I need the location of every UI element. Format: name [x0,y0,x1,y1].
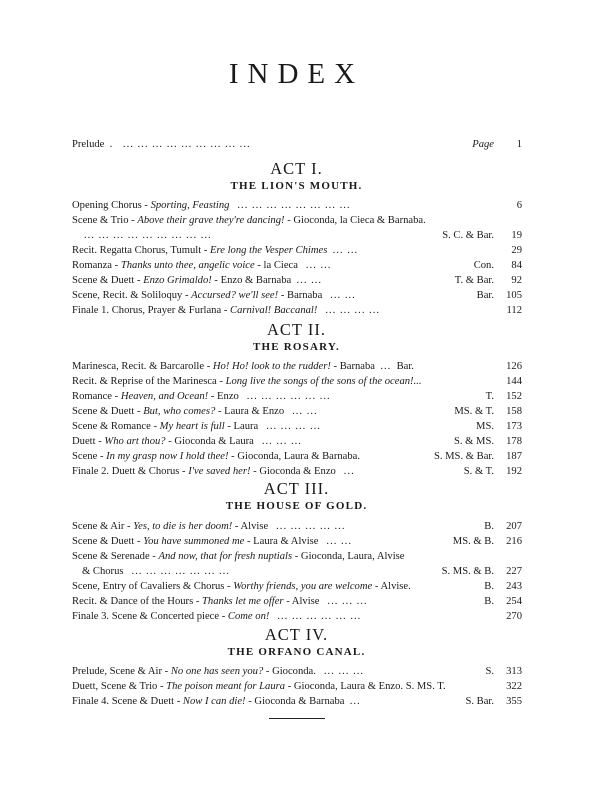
page-title: INDEX [228,58,365,90]
page-number: 227 [506,566,522,577]
index-entry: Prelude, Scene & Air - No one has seen you? - Gioconda. ... ... ... S. 313 [72,666,522,677]
index-entry: Romance - Heaven, and Ocean! - Enzo ... ... ... ... ... ... T. 152 [72,391,522,402]
page-number: 29 [511,245,522,256]
index-entry: Recit. Regatta Chorus, Tumult - Ere long the Vesper Chimes ... ... 29 [72,245,522,256]
voices: T. [485,391,494,402]
page-number: 126 [506,361,522,372]
voices: MS. & B. [452,536,494,547]
index-entry: Duett, Scene & Trio - The poison meant for Laura - Gioconda, Laura & Enzo. S. MS. T. 322 [72,681,522,692]
page-number: 187 [506,451,522,462]
page-number: 313 [506,666,522,677]
act-subtitle: THE ORFANO CANAL. [227,646,366,658]
closing-rule [269,718,325,719]
voices: MS. [476,421,494,432]
page-number: 152 [506,391,522,402]
prelude-row [72,137,522,152]
voices: S. Bar. [465,696,494,707]
index-entry: Scene & Duett - Enzo Grimaldo! - Enzo & Barnaba ... ... T. & Bar. 92 [72,275,522,286]
voices: B. [484,596,494,607]
index-entry: Finale 4. Scene & Duett - Now I can die! - Gioconda & Barnaba ... S. Bar. 355 [72,696,522,707]
page-number: 216 [506,536,522,547]
voices: MS. & T. [454,406,494,417]
index-entry: Scene & Duett - You have summoned me - Laura & Alvise ... ... MS. & B. 216 [72,536,522,547]
index-entry: Scene, Entry of Cavaliers & Chorus - Worthy friends, you are welcome - Alvise. B. 243 [72,581,522,592]
index-entry: Recit. & Reprise of the Marinesca - Long live the songs of the sons of the ocean!... 144 [72,376,522,387]
index-entry: Finale 1. Chorus, Prayer & Furlana - Carnival! Baccanal! ... ... ... ... 112 [72,305,522,316]
voices: S. C. & Bar. [442,230,494,241]
index-entry: Scene, Recit. & Soliloquy - Accursed? we'll see! - Barnaba ... ... Bar. 105 [72,290,522,301]
page-number: 322 [506,681,522,692]
act-subtitle: THE HOUSE OF GOLD. [225,500,368,512]
page-number: 84 [511,260,522,271]
index-entry: Scene - In my grasp now I hold thee! - Gioconda, Laura & Barnaba. S. MS. & Bar. 187 [72,451,522,462]
index-entry: Recit. & Dance of the Hours - Thanks let me offer - Alvise ... ... ... B. 254 [72,596,522,607]
page-number: 355 [506,696,522,707]
act-heading: ACT II. [267,320,326,339]
act-heading: ACT IV. [264,625,329,644]
voices: S. [485,666,494,677]
index-entry-continuation: ... ... ... ... ... ... ... ... ... S. C. & Bar. 19 [84,230,522,241]
page-number: 6 [516,200,522,211]
page-number: 19 [511,230,522,241]
page-number: 254 [506,596,522,607]
index-entry: Romanza - Thanks unto thee, angelic voice - la Cieca ... ... Con. 84 [72,260,522,271]
voices: S. & MS. [453,436,494,447]
page-number: 144 [506,376,522,387]
page-label: Page [472,139,494,150]
voices: Con. [473,260,494,271]
page-number: 192 [506,466,522,477]
index-entry: Finale 3. Scene & Concerted piece - Come on! ... ... ... ... ... ... 270 [72,611,522,622]
index-entry-continuation: & Chorus ... ... ... ... ... ... ... S. MS. & B. 227 [82,566,522,577]
voices: T. & Bar. [454,275,494,286]
act-subtitle: THE ROSARY. [253,341,340,353]
act-heading: ACT I. [270,159,323,178]
page-number: 1 [516,139,522,150]
voices: Bar. [476,290,494,301]
page-number: 178 [506,436,522,447]
index-entry: Duett - Who art thou? - Gioconda & Laura ... ... ... S. & MS. 178 [72,436,522,447]
voices: S. MS. & B. [441,566,494,577]
voices: S. MS. & Bar. [433,451,494,462]
act-subtitle: THE LION'S MOUTH. [230,180,363,192]
voices: S. & T. [463,466,494,477]
act-heading: ACT III. [263,479,330,498]
index-entry: Scene & Air - Yes, to die is her doom! - Alvise ... ... ... ... ... B. 207 [72,521,522,532]
page-number: 112 [506,305,522,316]
page-number: 207 [506,521,522,532]
index-entry: Opening Chorus - Sporting, Feasting ... ... ... ... ... ... ... ... 6 [72,200,522,211]
entry-text: Prelude . ... ... ... ... ... ... ... ... ... [72,139,251,150]
index-entry: Scene & Romance - My heart is full - Laura ... ... ... ... MS. 173 [72,421,522,432]
voices: B. [484,521,494,532]
page-number: 92 [511,275,522,286]
index-entry: Finale 2. Duett & Chorus - I've saved her! - Gioconda & Enzo ... S. & T. 192 [72,466,522,477]
page-number: 158 [506,406,522,417]
page-number: 105 [506,290,522,301]
voices: B. [484,581,494,592]
page-number: 243 [506,581,522,592]
page-number: 173 [506,421,522,432]
index-entry: Scene & Trio - Above their grave they're dancing! - Gioconda, la Cieca & Barnaba. [72,215,426,226]
index-entry: Marinesca, Recit. & Barcarolle - Ho! Ho! look to the rudder! - Barnaba ... Bar. 126 [72,361,522,372]
page-number: 270 [506,611,522,622]
index-entry: Scene & Serenade - And now, that for fresh nuptials - Gioconda, Laura, Alvise [72,551,405,562]
index-entry: Scene & Duett - But, who comes? - Laura & Enzo ... ... MS. & T. 158 [72,406,522,417]
